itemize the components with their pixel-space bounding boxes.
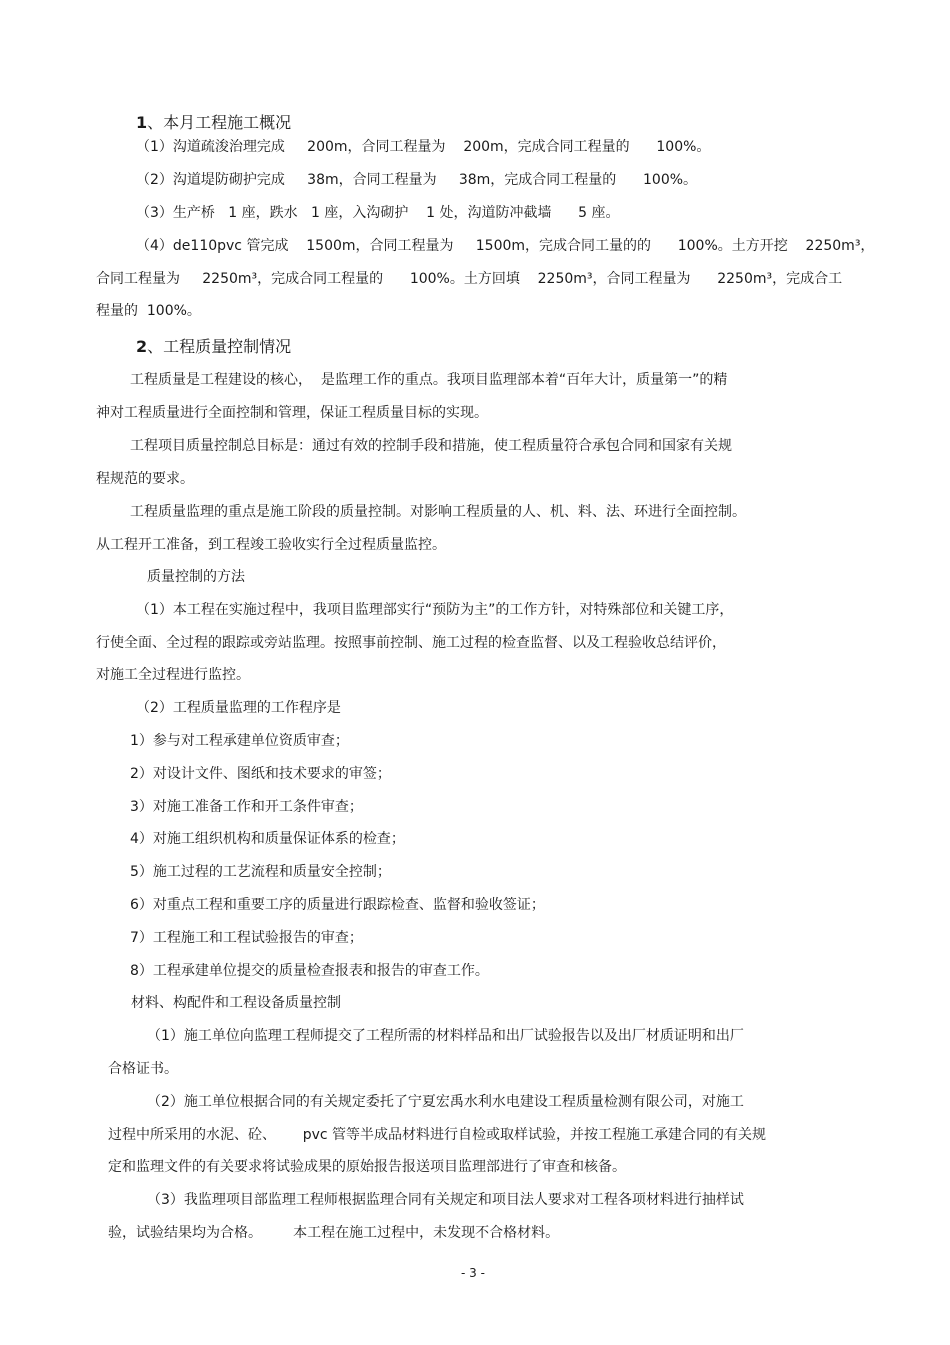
paragraph-2-line-1: 工程项目质量控制总目标是：通过有效的控制手段和措施，使工程质量符合承包合同和国家有关规 [130,438,732,454]
procedure-step-3: 3）对施工准备工作和开工条件审查； [130,799,363,815]
progress-line-3: （3）生产桥 1 座，跌水 1 座，入沟砌护 1 处，沟道防冲截墙 5 座。 [136,205,620,221]
procedure-step-8: 8）工程承建单位提交的质量检查报表和报告的审查工作。 [130,963,489,979]
section-1-heading [136,113,291,133]
paragraph-1-line-1: 工程质量是工程建设的核心， 是监理工作的重点。我项目监理部本着“百年大计，质量第一”的精 [130,372,728,388]
progress-line-4: （4）de110pvc 管完成 1500m，合同工程量为 1500m，完成合同工量的的 100%。土方开挖 2250m³， [136,238,875,254]
progress-line-6: 程量的 100%。 [96,303,201,319]
procedure-step-5: 5）施工过程的工艺流程和质量安全控制； [130,864,391,880]
material-2-line-3: 定和监理文件的有关要求将试验成果的原始报告报送项目监理部进行了审查和核备。 [108,1159,626,1175]
procedure-step-2: 2）对设计文件、图纸和技术要求的审签； [130,766,391,782]
method-1-line-1: （1）本工程在实施过程中，我项目监理部实行“预防为主”的工作方针，对特殊部位和关键工序， [136,602,734,618]
section-1-number: 1 [136,113,148,132]
section-2-number: 2 [136,337,148,356]
paragraph-2-line-2: 程规范的要求。 [96,471,194,487]
method-1-line-2: 行使全面、全过程的跟踪或旁站监理。按照事前控制、施工过程的检查监督、以及工程验收总结评价， [96,635,726,651]
section-1-title: 、本月工程施工概况 [147,113,292,132]
procedure-step-4: 4）对施工组织机构和质量保证体系的检查； [130,831,405,847]
material-2-line-2: 过程中所采用的水泥、砼、 pvc 管等半成品材料进行自检或取样试验，并按工程施工承建合同的有关规 [108,1127,767,1143]
method-heading: 质量控制的方法 [147,569,245,585]
progress-line-5: 合同工程量为 2250m³，完成合同工程量的 100%。土方回填 2250m³，合同工程量为 2250m³，完成合工 [96,271,843,287]
progress-line-1: （1）沟道疏浚治理完成 200m，合同工程量为 200m，完成合同工程量的 100%。 [136,139,711,155]
material-3-line-1: （3）我监理项目部监理工程师根据监理合同有关规定和项目法人要求对工程各项材料进行抽样试 [147,1192,744,1208]
material-2-line-1: （2）施工单位根据合同的有关规定委托了宁夏宏禹水利水电建设工程质量检测有限公司，对施工 [147,1094,744,1110]
procedure-step-6: 6）对重点工程和重要工序的质量进行跟踪检查、监督和验收签证； [130,897,545,913]
paragraph-1-line-2: 神对工程质量进行全面控制和管理，保证工程质量目标的实现。 [96,405,488,421]
material-heading: 材料、构配件和工程设备质量控制 [131,995,341,1011]
progress-line-2: （2）沟道堤防砌护完成 38m，合同工程量为 38m，完成合同工程量的 100%。 [136,172,698,188]
material-3-line-2: 验，试验结果均为合格。 本工程在施工过程中，未发现不合格材料。 [108,1225,560,1241]
paragraph-3-line-1: 工程质量监理的重点是施工阶段的质量控制。对影响工程质量的人、机、料、法、环进行全面控制。 [130,504,746,520]
procedure-step-7: 7）工程施工和工程试验报告的审查； [130,930,363,946]
method-2: （2）工程质量监理的工作程序是 [136,700,341,716]
page-number: - 3 - [461,1266,485,1280]
material-1-line-2: 合格证书。 [108,1061,178,1077]
material-1-line-1: （1）施工单位向监理工程师提交了工程所需的材料样品和出厂试验报告以及出厂材质证明和出厂 [147,1028,744,1044]
section-2-heading [136,337,291,357]
paragraph-3-line-2: 从工程开工准备，到工程竣工验收实行全过程质量监控。 [96,537,446,553]
section-2-title: 、工程质量控制情况 [147,337,292,356]
procedure-step-1: 1）参与对工程承建单位资质审查； [130,733,349,749]
method-1-line-3: 对施工全过程进行监控。 [96,667,250,683]
